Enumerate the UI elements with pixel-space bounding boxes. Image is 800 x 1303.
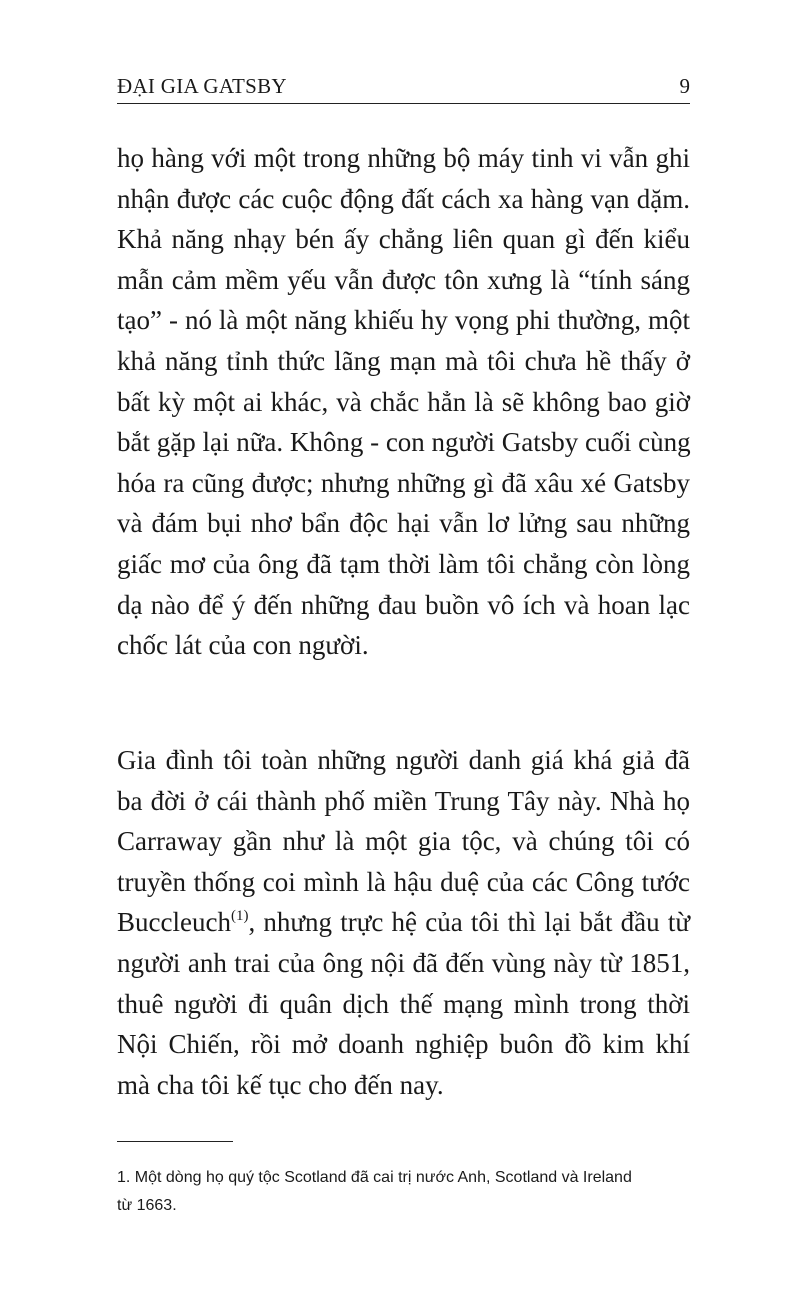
- text-line: mẫn cảm mềm yếu vẫn được tôn xưng là “tính sáng: [117, 264, 690, 295]
- text-line: Khả năng nhạy bén ấy chẳng liên quan gì đến kiểu: [117, 224, 690, 255]
- paragraph-2: [117, 740, 690, 1105]
- text-line: bắt gặp lại nữa. Không - con người Gatsby cuối cùng: [117, 427, 691, 458]
- text-fragment: nhưng trực hệ của tôi thì lại bắt đầu từ: [263, 907, 690, 938]
- text-line: họ hàng với một trong những bộ máy tinh vi vẫn ghi: [117, 143, 690, 173]
- text-line: thuê người đi quân dịch thế mạng mình trong thời: [117, 988, 690, 1019]
- text-line: Nội Chiến, rồi mở doanh nghiệp buôn đồ kim khí: [117, 1029, 690, 1060]
- page-number: 9: [679, 74, 690, 98]
- book-title: ĐẠI GIA GATSBY: [117, 74, 287, 98]
- footnote: [117, 1164, 690, 1220]
- text-fragment: [117, 907, 255, 937]
- text-line: bất kỳ một ai khác, và chắc hẳn là sẽ không bao giờ: [117, 386, 690, 417]
- text-line-with-footnote: [117, 902, 690, 943]
- text-line: tạo” - nó là một năng khiếu hy vọng phi thường, một: [117, 305, 690, 336]
- text-line: và đám bụi nhơ bẩn độc hại vẫn lơ lửng sau những: [117, 508, 690, 539]
- text-line: nhận được các cuộc động đất cách xa hàng vạn dặm.: [117, 183, 690, 214]
- footnote-line: 1. Một dòng họ quý tộc Scotland đã cai trị nước Anh, Scotland và Ireland: [117, 1169, 632, 1186]
- word-buccleuch: Buccleuch: [117, 907, 231, 938]
- text-line: khả năng tỉnh thức lãng mạn mà tôi chưa hề thấy ở: [117, 345, 690, 376]
- text-line: hóa ra cũng được; nhưng những gì đã xâu xé Gatsby: [117, 467, 690, 498]
- text-line-last: chốc lát của con người.: [117, 630, 369, 661]
- running-header: [117, 71, 690, 104]
- text-line: truyền thống coi mình là hậu duệ của các Công tước: [117, 866, 690, 897]
- comma: ,: [248, 907, 256, 938]
- text-line: người anh trai của ông nội đã đến vùng này từ 1851,: [117, 947, 690, 978]
- text-line-last: mà cha tôi kế tục cho đến nay.: [117, 1069, 444, 1100]
- paragraph-1: [117, 138, 690, 666]
- text-line: Gia đình tôi toàn những người danh giá khá giả đã: [117, 745, 690, 775]
- footnote-line: từ 1663.: [117, 1197, 177, 1214]
- text-line: dạ nào để ý đến những đau buồn vô ích và hoan lạc: [117, 589, 690, 620]
- text-line: giấc mơ của ông đã tạm thời làm tôi chẳng còn lòng: [117, 548, 690, 579]
- text-line: Carraway gần như là một gia tộc, và chúng tôi có: [117, 826, 690, 857]
- footnote-divider: [117, 1141, 233, 1142]
- footnote-reference: (1): [230, 908, 249, 925]
- text-line: ba đời ở cái thành phố miền Trung Tây này. Nhà họ: [117, 785, 690, 816]
